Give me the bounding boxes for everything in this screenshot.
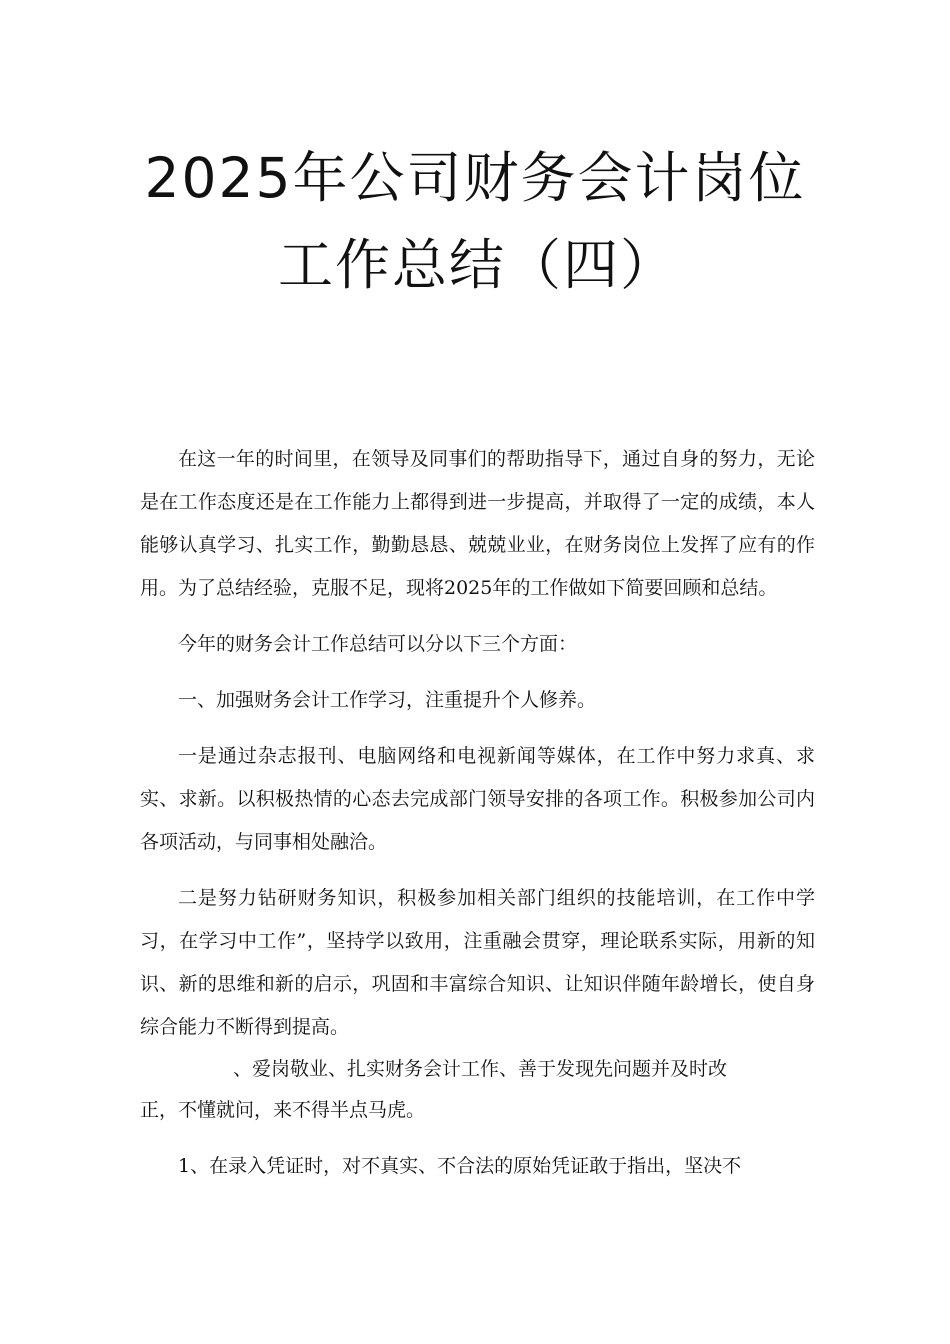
- section-heading-2-line-1: 、爱岗敬业、扎实财务会计工作、善于发现先问题并及时改: [233, 1058, 728, 1080]
- section-heading-2: [140, 1049, 815, 1132]
- document-title-line-2: 工作总结（四）: [278, 233, 678, 297]
- document-body: [140, 438, 815, 1201]
- paragraph-point-1: 一是通过杂志报刊、电脑网络和电视新闻等媒体，在工作中努力求真、求实、求新。以积极热情的心态去完成部门领导安排的各项工作。积极参加公司内各项活动，与同事相处融洽。: [140, 745, 815, 853]
- section-heading-1: 一、加强财务会计工作学习，注重提升个人修养。: [178, 689, 597, 711]
- paragraph-item-1: 1、在录入凭证时，对不真实、不合法的原始凭证敢于指出，坚决不: [178, 1155, 742, 1177]
- paragraph-point-2: 二是努力钻研财务知识，积极参加相关部门组织的技能培训，在工作中学习，在学习中工作”，坚持学以致用，注重融会贯穿，理论联系实际，用新的知识、新的思维和新的启示，巩固和丰富综合知识、让知识伴随年龄增长，使自身综合能力不断得到提高。: [140, 887, 815, 1038]
- paragraph-intro: 在这一年的时间里，在领导及同事们的帮助指导下，通过自身的努力，无论是在工作态度还是在工作能力上都得到进一步提高，并取得了一定的成绩，本人能够认真学习、扎实工作，勤勤恳恳、兢兢业业，在财务岗位上发挥了应有的作用。为了总结经验，克服不足，现将2025年的工作做如下简要回顾和总结。: [140, 448, 815, 599]
- document-title-line-1: 2025年公司财务会计岗位: [144, 146, 806, 210]
- paragraph-overview: 今年的财务会计工作总结可以分以下三个方面：: [178, 633, 578, 655]
- section-heading-2-line-2: 正，不懂就问，来不得半点马虎。: [140, 1099, 426, 1121]
